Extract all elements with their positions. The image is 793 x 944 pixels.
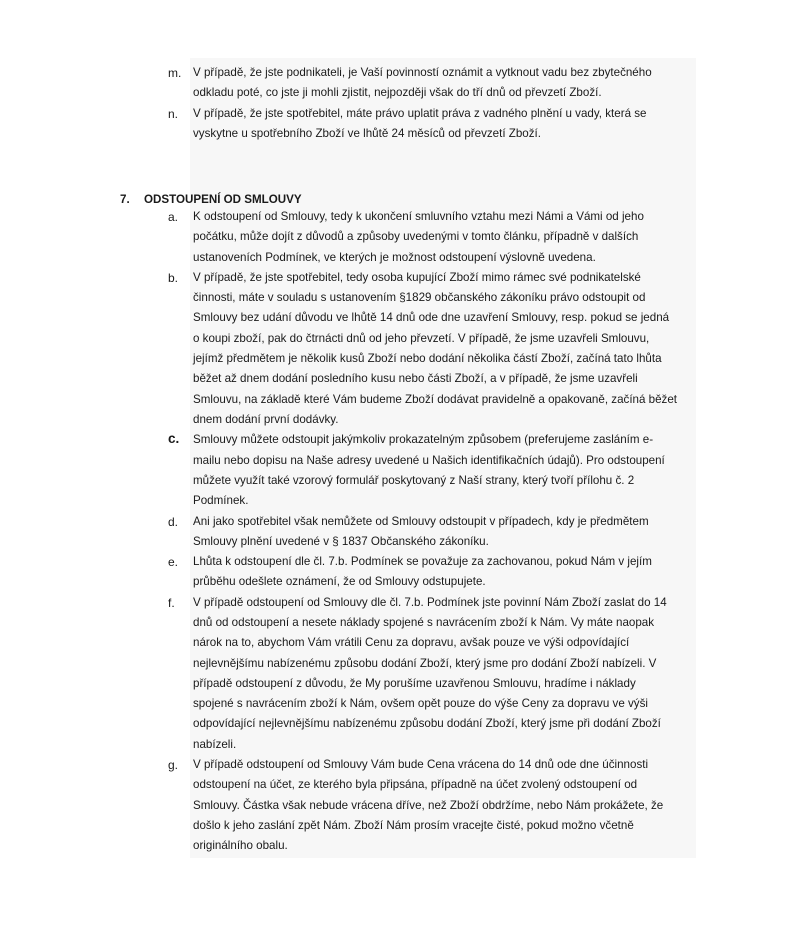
list-marker: n. — [168, 106, 179, 121]
paragraph-line: dnů od odstoupení a nesete náklady spojené s navrácením zboží k Nám. Vy máte naopak — [193, 615, 655, 629]
paragraph-line: odkladu poté, co jste ji mohli zjistit, nejpozději však do tří dnů od převzetí Zboží. — [193, 86, 602, 100]
list-marker: b. — [168, 270, 179, 285]
paragraph-line: nejlevnějšímu nabízenému způsobu dodání Zboží, který jsme pro dodání Zboží nabízeli. V — [193, 656, 657, 670]
paragraph-line: K odstoupení od Smlouvy, tedy k ukončení smluvního vztahu mezi Námi a Vámi od jeho — [193, 210, 644, 223]
paragraph-line: odpovídající nejlevnějšímu nabízenému způsobu dodání Zboží, který jsme při dodání Zboží — [193, 717, 661, 731]
paragraph-line: došlo k jeho zaslání zpět Nám. Zboží Nám prosím vracejte čisté, pokud možno včetně — [193, 818, 634, 832]
list-marker: m. — [168, 66, 182, 80]
paragraph-line: Smlouvy můžete odstoupit jakýmkoliv prokazatelným způsobem (preferujeme zasláním e- — [193, 433, 654, 447]
paragraph-line: činnosti, máte v souladu s ustanovením §1829 občanského zákoníku právo odstoupit od — [193, 291, 646, 305]
paragraph-line: případě odstoupení z důvodu, že My porušíme uzavřenou Smlouvu, hradíme i náklady — [193, 676, 636, 690]
paragraph-line: o koupi zboží, pak do čtrnácti dnů od jeho převzetí. V případě, že jsme uzavřeli Smlouvu, — [193, 331, 650, 345]
paragraph-line: Podmínek. — [193, 494, 249, 508]
paragraph-line: V případě odstoupení od Smlouvy dle čl. 7.b. Podmínek jste povinní Nám Zboží zaslat do 14 — [193, 595, 667, 609]
paragraph-line: Smlouvy bez udání důvodu ve lhůtě 14 dnů ode dne uzavření Smlouvy, resp. pokud se jedná — [193, 311, 670, 325]
list-marker: f. — [168, 595, 175, 610]
list-marker: a. — [168, 210, 179, 224]
paragraph-line: Ani jako spotřebitel však nemůžete od Smlouvy odstoupit v případech, kdy je předmětem — [193, 514, 649, 528]
paragraph-line: Smlouvu, na základě které Vám budeme Zboží dodávat pravidelně a opakovaně, začíná běžet — [193, 392, 678, 406]
paragraph-line: Lhůta k odstoupení dle čl. 7.b. Podmínek se považuje za zachovanou, pokud Nám v jejím — [193, 555, 652, 569]
section-number: 7. — [120, 193, 130, 206]
list-marker: c. — [168, 431, 180, 447]
paragraph-line: V případě odstoupení od Smlouvy Vám bude Cena vrácena do 14 dnů ode dne účinnosti — [193, 758, 649, 772]
paragraph-line: odstoupení na účet, ze kterého byla připsána, případně na účet zvolený odstoupení od — [193, 778, 638, 792]
list-marker: d. — [168, 514, 179, 529]
paragraph-line: V případě, že jste spotřebitel, máte právo uplatit práva z vadného plnění u vady, která se — [193, 106, 647, 120]
paragraph-line: jejímž předmětem je několik kusů Zboží nebo dodání několika částí Zboží, začíná tato lhůta — [193, 352, 662, 366]
paragraph-line: ustanoveních Podmínek, ve kterých je možnost odstoupení výslovně uvedena. — [193, 250, 596, 264]
paragraph-line: nárok na to, abychom Vám vrátili Cenu za dopravu, avšak pouze ve výši odpovídající — [193, 636, 630, 650]
paragraph-line: nabízeli. — [193, 737, 237, 751]
list-marker: g. — [168, 758, 179, 773]
list-marker: e. — [168, 555, 179, 570]
paragraph-line: běžet až dnem dodání posledního kusu nebo části Zboží, a v případě, že jsme uzavřeli — [193, 372, 638, 386]
paragraph-line: dnem dodání první dodávky. — [193, 412, 339, 426]
paragraph-line: průběhu odešlete oznámení, že od Smlouvy odstupujete. — [193, 575, 486, 589]
paragraph-line: mailu nebo dopisu na Naše adresy uvedené u Našich identifikačních údajů). Pro odstoupení — [193, 453, 665, 467]
paragraph-line: originálního obalu. — [193, 839, 288, 853]
paragraph-line: spojené s navrácením zboží k Nám, ovšem opět pouze do výše Ceny za dopravu ve výši — [193, 697, 648, 711]
paragraph-line: Smlouvy plnění uvedené v § 1837 Občanského zákoníku. — [193, 534, 489, 548]
paragraph-line: V případě, že jste spotřebitel, tedy osoba kupující Zboží mimo rámec své podnikatelské — [193, 270, 641, 284]
paragraph-line: V případě, že jste podnikateli, je Vaší povinností oznámit a vytknout vadu bez zbytečného — [193, 66, 652, 79]
paragraph-line: počátku, může dojít z důvodů a způsoby uvedenými v tomto článku, případně v dalších — [193, 230, 639, 244]
paragraph-line: můžete využít také vzorový formulář poskytovaný z Naší strany, který tvoří přílohu č. 2 — [193, 473, 635, 487]
section-title: ODSTOUPENÍ OD SMLOUVY — [144, 193, 302, 206]
paragraph-line: Smlouvy. Částka však nebude vrácena dříve, než Zboží obdržíme, nebo Nám prokážete, že — [193, 798, 664, 812]
paragraph-line: vyskytne u spotřebního Zboží ve lhůtě 24 měsíců od převzetí Zboží. — [193, 126, 541, 140]
